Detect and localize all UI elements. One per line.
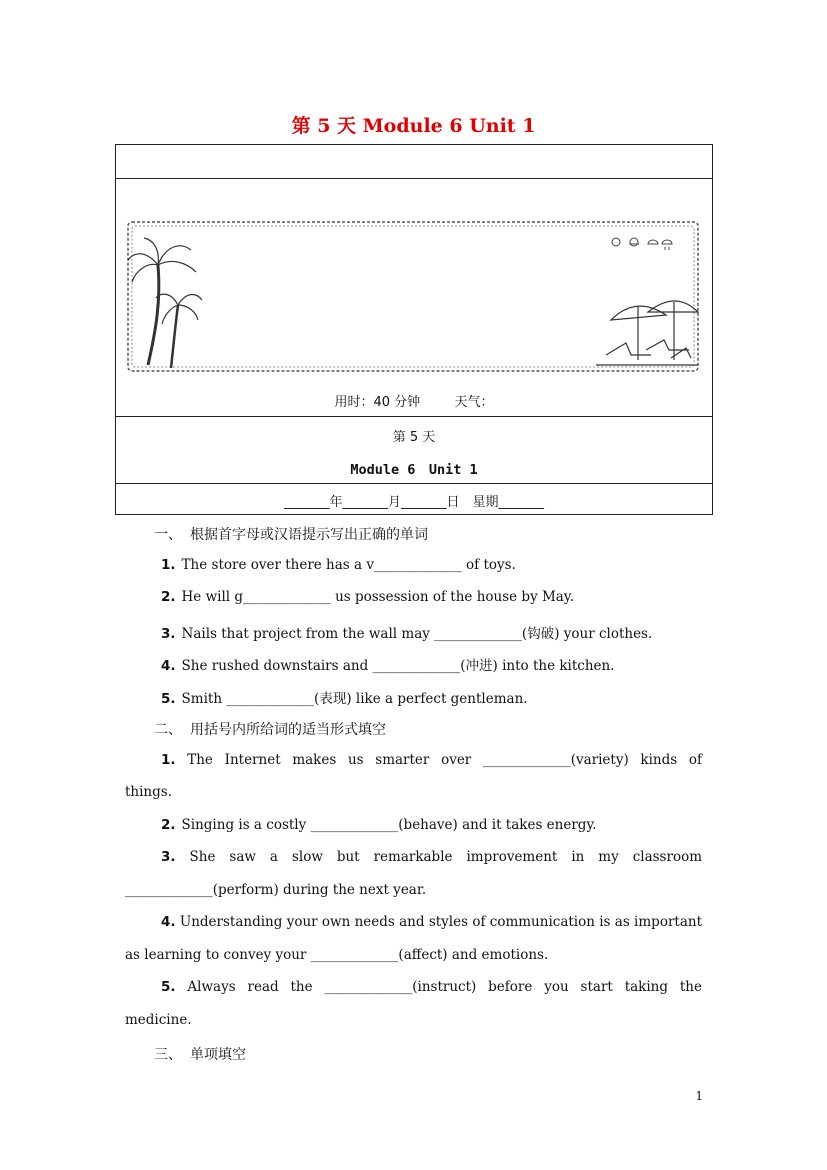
- weather-icons: [612, 238, 672, 250]
- list-item-continued: medicine.: [125, 1012, 192, 1028]
- list-item: 1. The Internet makes us smarter over _____________(variety) kinds of: [161, 752, 703, 768]
- list-item: 2. He will g_____________ us possession of the house by May.: [161, 589, 574, 605]
- list-item: 1. The store over there has a v_____________ of toys.: [161, 557, 516, 573]
- day-label: 第 5 天: [392, 430, 436, 445]
- list-item: 3. Nails that project from the wall may _____________(钩破) your clothes.: [161, 626, 653, 642]
- time-label: 用时：40 分钟: [334, 395, 421, 410]
- table-divider: [116, 483, 712, 484]
- list-item-continued: things.: [125, 784, 172, 800]
- list-item: 5. Smith _____________(表现) like a perfect gentleman.: [161, 691, 528, 707]
- module-label: Module 6 Unit 1: [350, 462, 478, 478]
- list-item-continued: _____________(perform) during the next year.: [125, 882, 427, 898]
- palm-tree-icon: [128, 238, 202, 368]
- list-item-continued: as learning to convey your _____________(affect) and emotions.: [125, 947, 549, 963]
- beach-umbrella-icon: [596, 301, 698, 365]
- section-heading-1: 一、 根据首字母或汉语提示写出正确的单词: [154, 527, 428, 543]
- list-item: 4. Understanding your own needs and styles of communication is as important: [161, 914, 702, 930]
- list-item: 3. She saw a slow but remarkable improvement in my classroom: [161, 849, 702, 865]
- page-title: 第 5 天 Module 6 Unit 1: [291, 115, 536, 137]
- page-number: 1: [695, 1089, 703, 1103]
- section-heading-2: 二、 用括号内所给词的适当形式填空: [154, 722, 386, 738]
- banner-illustration: [126, 220, 700, 373]
- header-table: [115, 144, 713, 515]
- table-divider: [116, 178, 712, 179]
- date-line: _______年_______月_______日 星期_______: [283, 495, 544, 510]
- list-item: 2. Singing is a costly _____________(behave) and it takes energy.: [161, 817, 597, 833]
- list-item: 4. She rushed downstairs and _____________(冲进) into the kitchen.: [161, 658, 615, 674]
- section-heading-3: 三、 单项填空: [154, 1047, 246, 1063]
- table-divider: [116, 416, 712, 417]
- weather-label: 天气：: [454, 395, 494, 410]
- list-item: 5. Always read the _____________(instruct) before you start taking the: [161, 979, 702, 995]
